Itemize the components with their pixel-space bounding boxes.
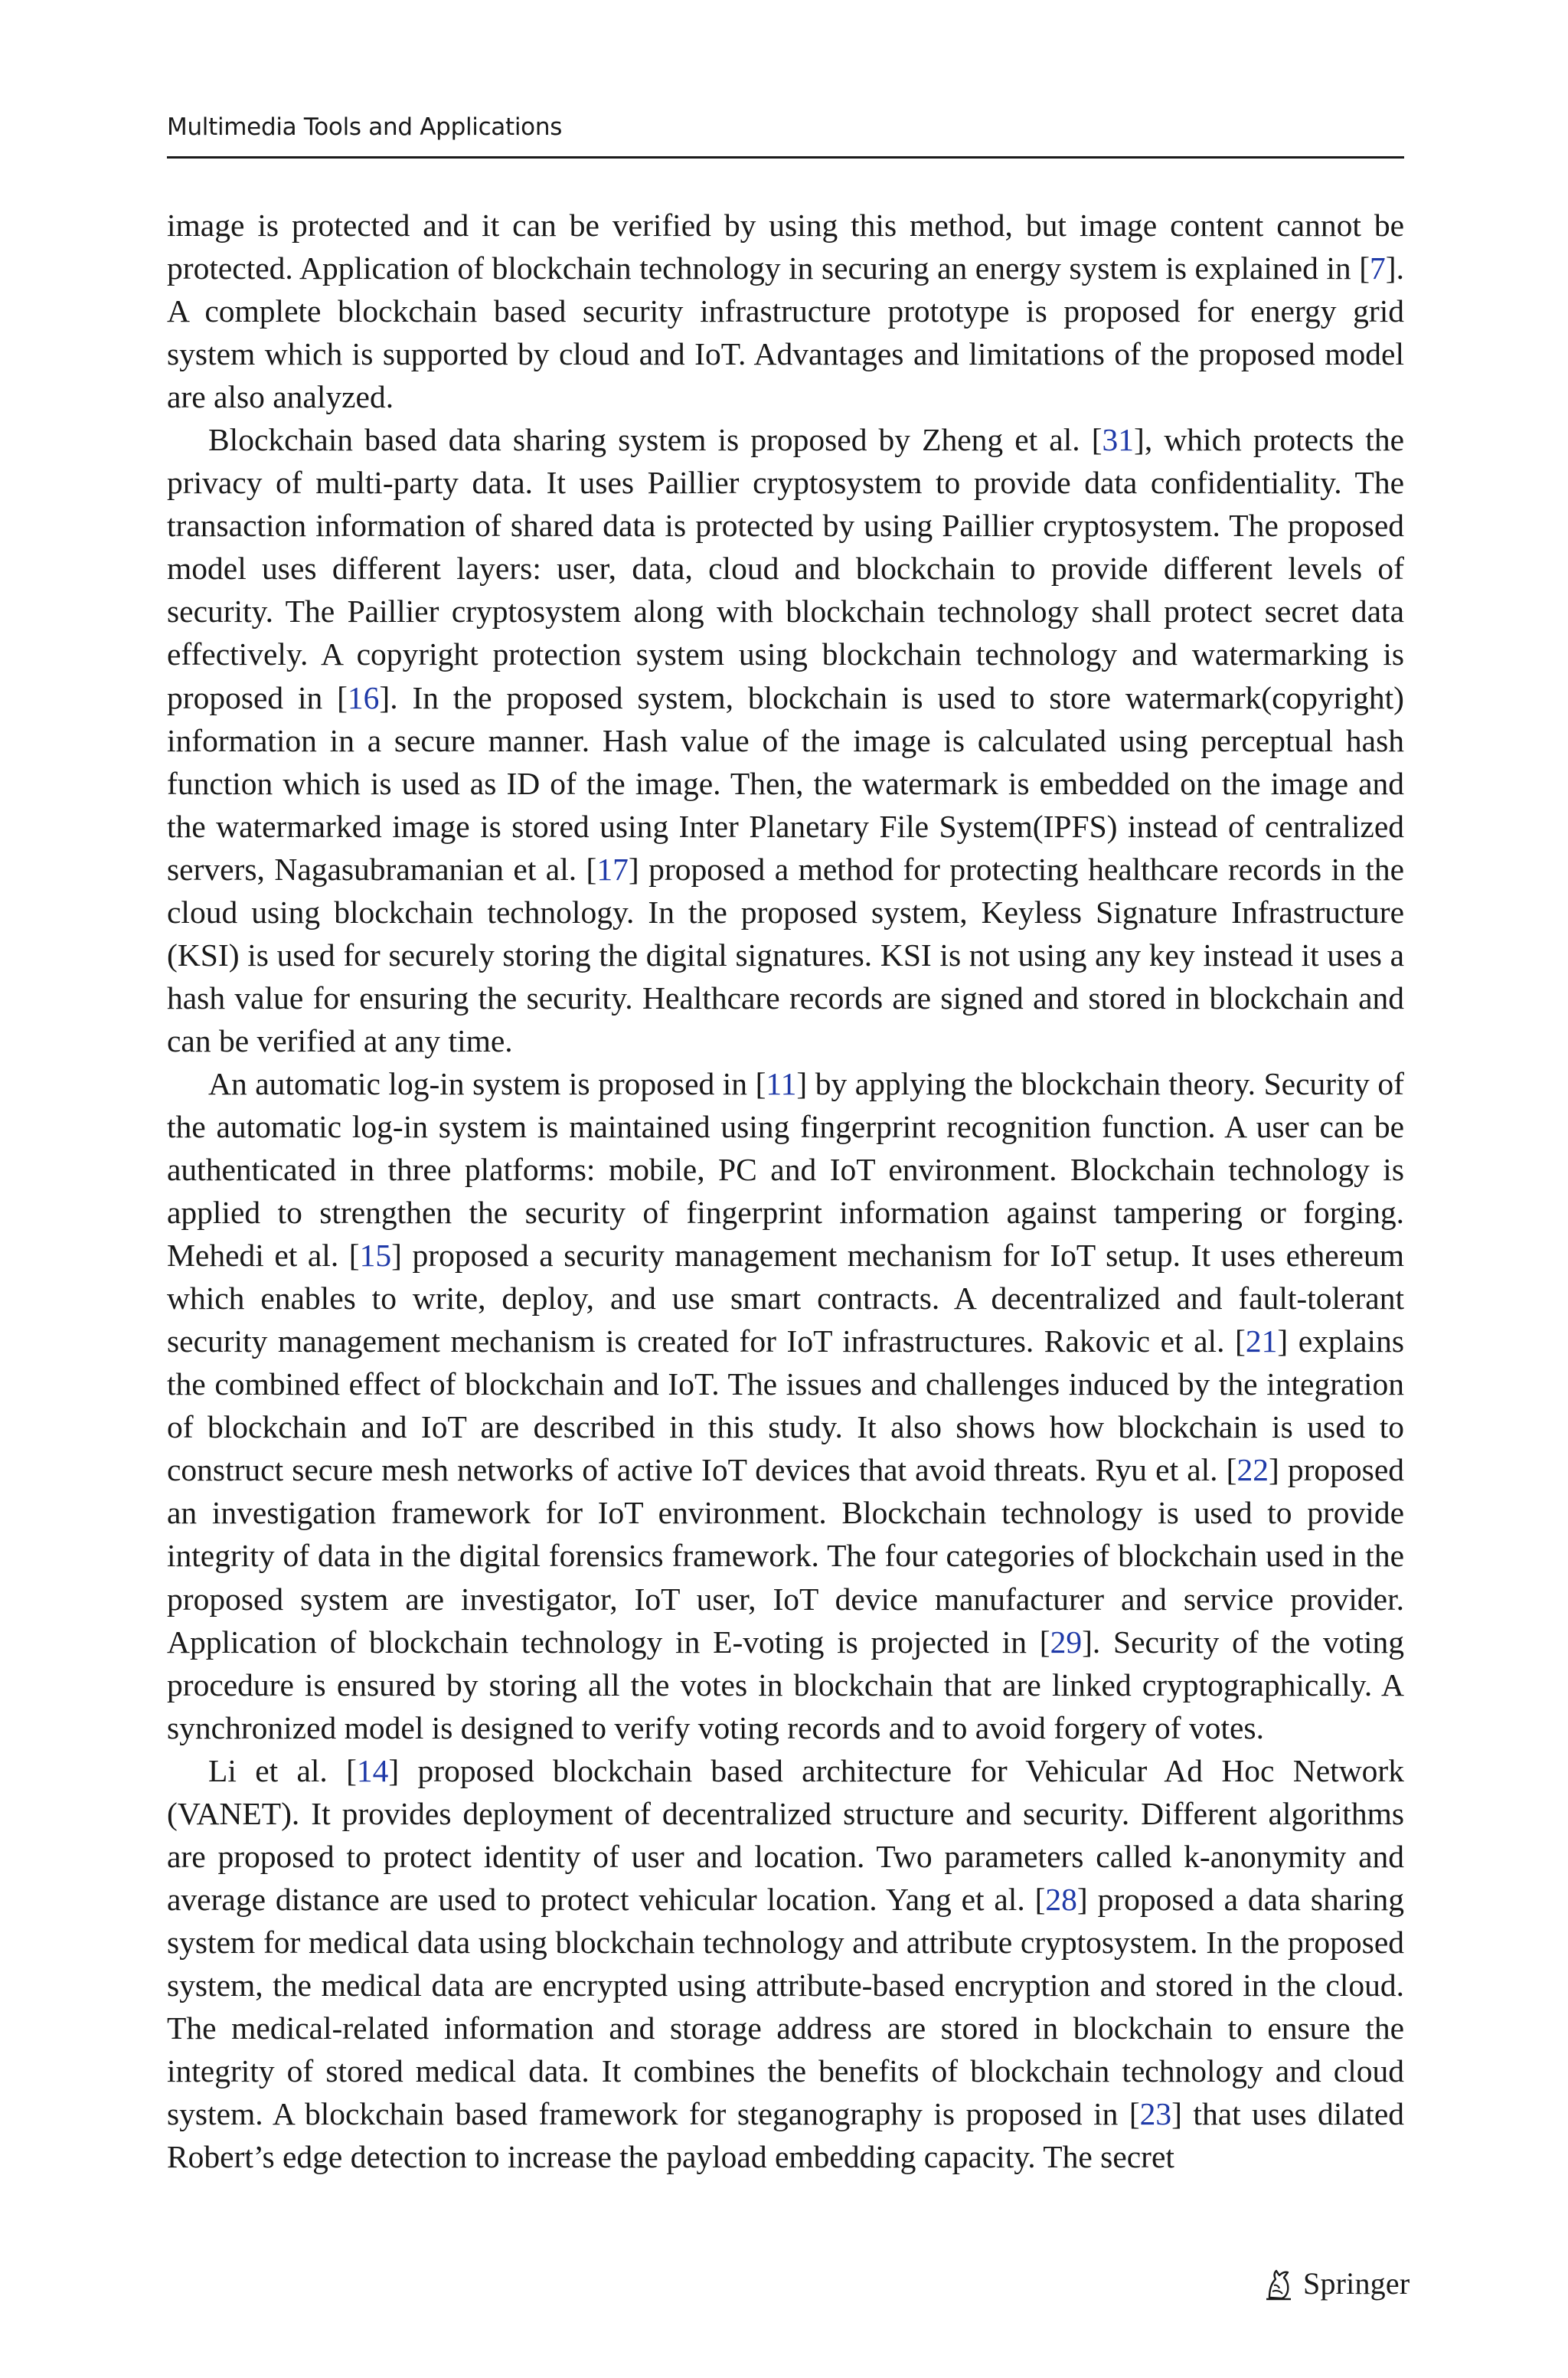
citation-link[interactable]: 28 [1045,1881,1077,1917]
text-run: An automatic log-in system is proposed in [ [208,1065,766,1101]
text-run: ] that uses dilated Robert’s edge detection to increase the payload embedding capacity. The secret [167,2096,1404,2175]
paragraph [167,1749,1404,2178]
citation-link[interactable]: 15 [359,1238,392,1274]
publisher-logo [1263,2265,1410,2301]
text-run: ] proposed a method for protecting healthcare records in the cloud using blockchain technology. In the proposed system, Keyless Signature Infrastructure (KSI) is used for securely storing the digital signatures. KSI is not using any key instead it uses a hash value for ensuring the security. Healthcare records are signed and stored in blockchain and can be verified at any time. [167,851,1404,1058]
text-run: ]. A complete blockchain based security infrastructure prototype is proposed for energy grid system which is supported by cloud and IoT. Advantages and limitations of the proposed model are also analyzed. [167,250,1404,415]
citation-link[interactable]: 23 [1139,2096,1172,2132]
citation-link[interactable]: 22 [1236,1452,1269,1488]
text-run: image is protected and it can be verified by using this method, but image content cannot be protected. Application of blockchain technology in securing an energy system is explained in [ [167,208,1404,286]
paragraph [167,204,1404,418]
text-run: ] by applying the blockchain theory. Security of the automatic log-in system is maintained using fingerprint recognition function. A user can be authenticated in three platforms: mobile, PC and IoT environment. Blockchain technology is applied to strengthen the security of fingerprint information against tampering or forging. Mehedi et al. [ [167,1065,1404,1274]
text-run: ] proposed blockchain based architecture for Vehicular Ad Hoc Network (VANET). It provides deployment of decentralized structure and security. Different algorithms are proposed to protect identity of user and location. Two parameters called k-anonymity and average distance are used to protect vehicular location. Yang et al. [ [167,1752,1404,1917]
text-run: ]. In the proposed system, blockchain is used to store watermark(copyright) information in a secure manner. Hash value of the image is calculated using perceptual hash function which is used as ID of the image. Then, the watermark is embedded on the image and the watermarked image is stored using Inter Planetary File System(IPFS) instead of centralized servers, Nagasubramanian et al. [ [167,679,1404,887]
header-divider [167,156,1404,159]
publisher-name: Springer [1303,2266,1410,2301]
text-run: Blockchain based data sharing system is proposed by Zheng et al. [ [208,422,1102,458]
running-head-journal-title: Multimedia Tools and Applications [167,113,563,141]
paragraph [167,1062,1404,1749]
citation-link[interactable]: 11 [766,1065,797,1101]
citation-link[interactable]: 31 [1102,422,1135,458]
text-run: ]. Security of the voting procedure is ensured by storing all the votes in blockchain that are linked cryptographically. A synchronized model is designed to verify voting records and to avoid forgery of votes. [167,1624,1404,1745]
citation-link[interactable]: 16 [347,679,380,715]
text-run: Li et al. [ [208,1752,357,1788]
text-run: ] proposed a security management mechanism for IoT setup. It uses ethereum which enables to write, deploy, and use smart contracts. A decentralized and fault-tolerant security management mechanism is created for IoT infrastructures. Rakovic et al. [ [167,1238,1404,1359]
text-run: ] explains the combined effect of blockchain and IoT. The issues and challenges induced by the integration of blockchain and IoT are described in this study. It also shows how blockchain is used to construct secure mesh networks of active IoT devices that avoid threats. Ryu et al. [ [167,1323,1404,1488]
text-run: ] proposed a data sharing system for medical data using blockchain technology and attribute cryptosystem. In the proposed system, the medical data are encrypted using attribute-based encryption and stored in the cloud. The medical-related information and storage address are stored in blockchain to ensure the integrity of stored medical data. It combines the benefits of blockchain technology and cloud system. A blockchain based framework for steganography is proposed in [ [167,1881,1404,2132]
citation-link[interactable]: 29 [1050,1624,1083,1660]
citation-link[interactable]: 7 [1370,250,1386,286]
springer-horse-icon [1263,2267,1294,2301]
paragraph [167,418,1404,1062]
citation-link[interactable]: 17 [596,851,629,887]
citation-link[interactable]: 14 [356,1752,389,1788]
text-run: ], which protects the privacy of multi-party data. It uses Paillier cryptosystem to provide data confidentiality. The transaction information of shared data is protected by using Paillier cryptosystem. The proposed model uses different layers: user, data, cloud and blockchain to provide different levels of security. The Paillier cryptosystem along with blockchain technology shall protect secret data effectively. A copyright protection system using blockchain technology and watermarking is proposed in [ [167,422,1404,715]
text-run: ] proposed an investigation framework for IoT environment. Blockchain technology is used to provide integrity of data in the digital forensics framework. The four categories of blockchain used in the proposed system are investigator, IoT user, IoT device manufacturer and service provider. Application of blockchain technology in E-voting is projected in [ [167,1452,1404,1660]
citation-link[interactable]: 21 [1245,1323,1278,1359]
body-text [167,204,1404,2178]
